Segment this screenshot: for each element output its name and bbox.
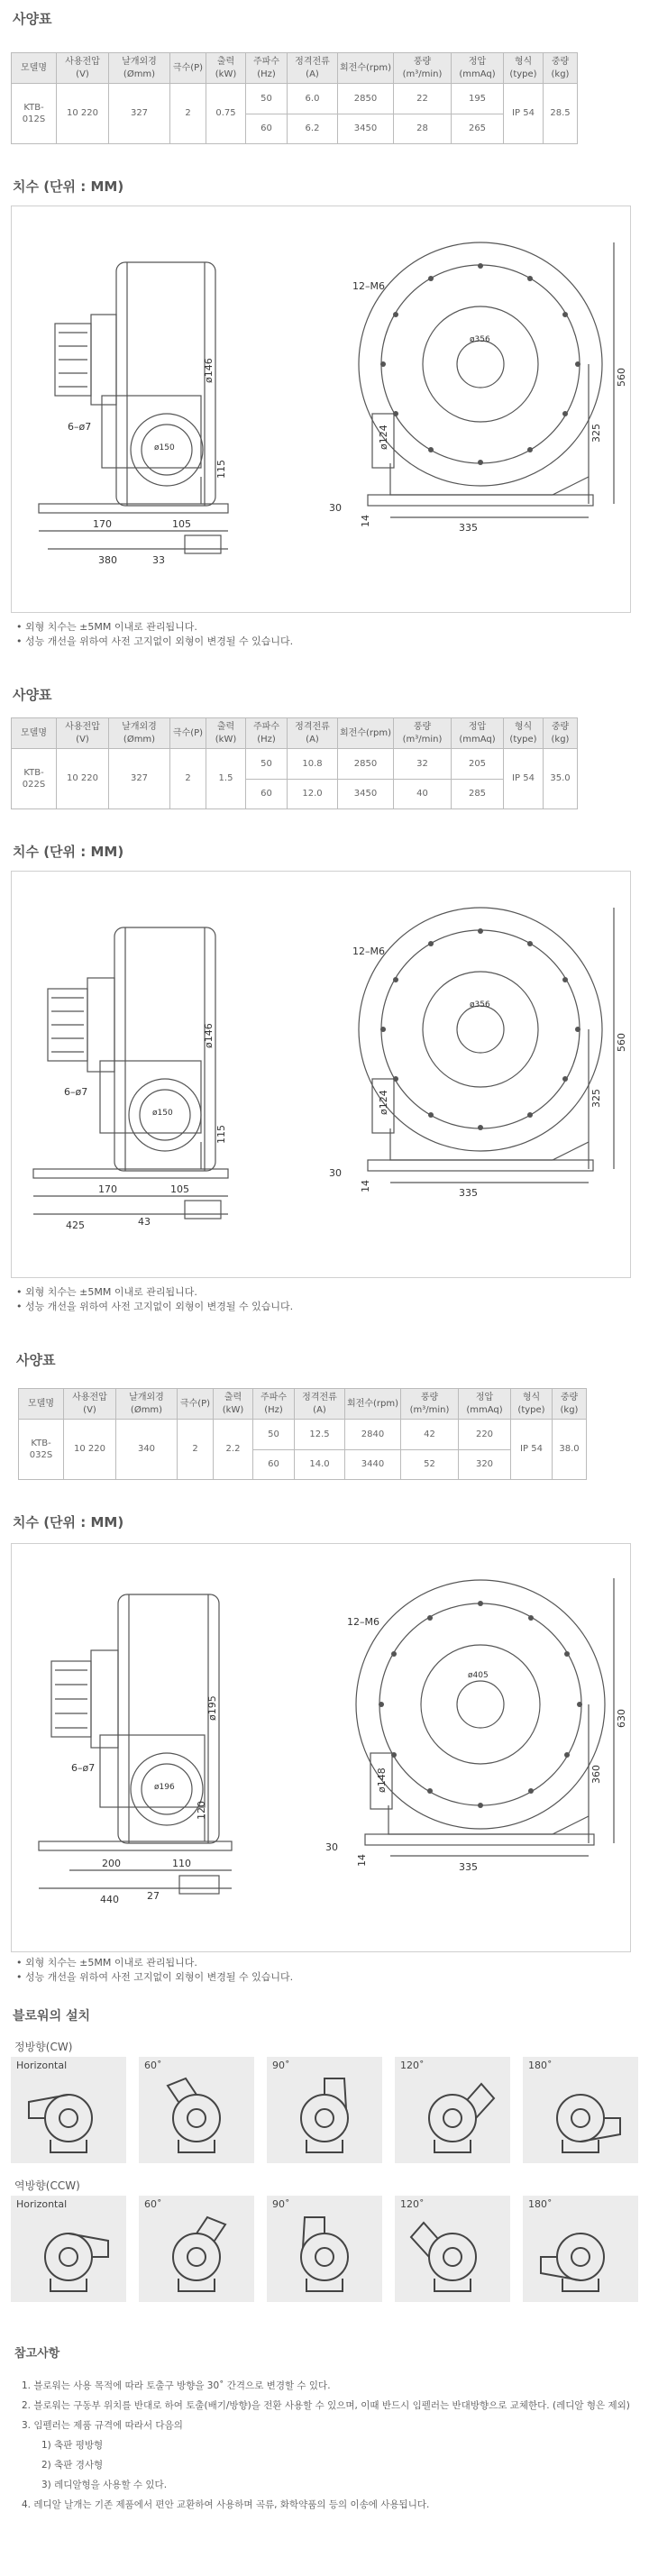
cell-amp: 12.5 <box>295 1420 345 1450</box>
blower-orientation-icon <box>23 2214 114 2295</box>
cell-amp: 10.8 <box>288 749 338 780</box>
angle-label: 90˚ <box>272 2060 290 2071</box>
dim-h14: 14 <box>360 1180 371 1192</box>
reference-list <box>22 2376 635 2515</box>
angle-label: 180˚ <box>528 2198 553 2210</box>
dim-w335: 335 <box>459 1861 478 1873</box>
install-ccw-180 <box>523 2196 638 2302</box>
blower-drawing <box>12 206 632 614</box>
spec-row <box>12 749 578 780</box>
dim-h325: 325 <box>590 424 602 443</box>
blower-orientation-icon <box>535 2214 626 2295</box>
dim-h14: 14 <box>356 1854 368 1867</box>
dim-w170: 170 <box>93 518 112 530</box>
header-output: 출력(kW) <box>206 718 246 749</box>
dim-bolt: 6–ø7 <box>64 1086 88 1098</box>
header-weight: 중량(kg) <box>544 53 578 84</box>
spec-title-2: 사양표 <box>13 687 52 703</box>
dim-w30: 30 <box>329 502 342 514</box>
spec-row <box>19 1420 587 1450</box>
reference-item: 4. 레디알 날개는 기존 제품에서 편안 교환하여 사용하며 곡류, 화학약품의 등의 이송에 사용됩니다. <box>22 2499 430 2510</box>
cell-type: IP 54 <box>504 84 544 144</box>
cell-pressure: 195 <box>452 84 504 114</box>
cell-pressure: 220 <box>459 1420 511 1450</box>
header-voltage: 사용전압(V) <box>64 1389 116 1420</box>
cell-voltage: 10 220 <box>57 749 109 809</box>
cell-model: KTB-022S <box>12 749 57 809</box>
cell-rpm: 2850 <box>338 749 394 780</box>
header-blade: 날개외경(Ømm) <box>109 53 170 84</box>
dim-w30: 30 <box>325 1841 338 1853</box>
install-ccw-horizontal <box>11 2196 126 2302</box>
reference-title: 참고사항 <box>14 2347 60 2361</box>
note-tolerance: • 외형 치수는 ±5MM 이내로 관리됩니다. <box>16 1285 293 1300</box>
install-cw-90 <box>267 2057 382 2163</box>
cell-hz: 50 <box>246 749 288 780</box>
cell-voltage: 10 220 <box>57 84 109 144</box>
reference-subitem: 3) 레디알형을 사용할 수 있다. <box>41 2480 168 2490</box>
header-amp: 정격전류(A) <box>288 718 338 749</box>
dim-d124: ø124 <box>378 1090 389 1115</box>
spec-table-2 <box>11 717 578 809</box>
cell-amp: 6.0 <box>288 84 338 114</box>
header-type: 형식(type) <box>511 1389 553 1420</box>
header-pressure: 정압(mmAq) <box>459 1389 511 1420</box>
header-output: 출력(kW) <box>206 53 246 84</box>
header-hz: 주파수(Hz) <box>253 1389 295 1420</box>
dim-m6: 12–M6 <box>352 280 385 292</box>
cell-pressure: 285 <box>452 779 504 809</box>
blower-orientation-icon <box>407 2214 498 2295</box>
cell-model: KTB-032S <box>19 1420 64 1480</box>
cell-output: 2.2 <box>214 1420 253 1480</box>
dim-flange: ø150 <box>154 443 175 452</box>
dim-w105: 110 <box>172 1858 191 1869</box>
install-row-cw <box>11 2057 638 2165</box>
cell-flow: 52 <box>401 1449 459 1480</box>
dim-total: 440 <box>100 1894 119 1905</box>
cell-output: 1.5 <box>206 749 246 809</box>
cell-poles: 2 <box>170 84 206 144</box>
note-tolerance: • 외형 치수는 ±5MM 이내로 관리됩니다. <box>16 620 293 635</box>
spec-header-row <box>12 718 578 749</box>
cell-rpm: 3450 <box>338 779 394 809</box>
blower-drawing <box>12 1544 632 1953</box>
reference-subitem: 2) 축판 경사형 <box>41 2460 104 2471</box>
reference-item: 2. 블로워는 구동부 위치를 반대로 하여 토출(배기/방향)을 전환 사용할 수 있으며, 이때 반드시 임펠러는 반대방향으로 교체한다. (레디알 형은 제외) <box>22 2400 630 2411</box>
dim-flange: ø196 <box>154 1783 175 1792</box>
notes-2 <box>16 1285 293 1314</box>
cell-rpm: 2850 <box>338 84 394 114</box>
cell-amp: 14.0 <box>295 1449 345 1480</box>
header-poles: 극수(P) <box>170 53 206 84</box>
dim-w33: 43 <box>138 1216 151 1228</box>
cell-blade: 327 <box>109 84 170 144</box>
dim-title-1: 치수 (단위 : MM) <box>13 178 124 195</box>
blower-orientation-icon <box>151 2214 242 2295</box>
cell-rpm: 2840 <box>345 1420 401 1450</box>
note-change: • 성능 개선을 위하여 사전 고지없이 외형이 변경될 수 있습니다. <box>16 635 293 649</box>
cell-flow: 40 <box>394 779 452 809</box>
cell-rpm: 3440 <box>345 1449 401 1480</box>
dim-w33: 33 <box>152 554 165 566</box>
dim-m6: 12–M6 <box>352 945 385 957</box>
cell-amp: 12.0 <box>288 779 338 809</box>
header-weight: 중량(kg) <box>553 1389 587 1420</box>
header-flow: 풍량(m³/min) <box>394 718 452 749</box>
ccw-label: 역방향(CCW) <box>14 2179 80 2192</box>
angle-label: 90˚ <box>272 2198 290 2210</box>
blower-orientation-icon <box>407 2075 498 2156</box>
cell-weight: 38.0 <box>553 1420 587 1480</box>
reference-subitem: 1) 축판 평방형 <box>41 2440 104 2451</box>
angle-label: 60˚ <box>144 2198 162 2210</box>
cell-pressure: 265 <box>452 114 504 144</box>
dim-w335: 335 <box>459 522 478 534</box>
blower-orientation-icon <box>279 2075 370 2156</box>
dim-h560: 560 <box>616 1033 627 1052</box>
header-output: 출력(kW) <box>214 1389 253 1420</box>
dim-d-hole: ø146 <box>203 1023 215 1048</box>
cell-flow: 32 <box>394 749 452 780</box>
reference-item: 1. 블로워는 사용 목적에 따라 토출구 방향을 30˚ 간격으로 변경할 수 있다. <box>22 2380 331 2391</box>
dim-w335: 335 <box>459 1187 478 1199</box>
dim-w170: 170 <box>98 1183 117 1195</box>
angle-label: Horizontal <box>16 2198 68 2210</box>
cell-flow: 22 <box>394 84 452 114</box>
spec-title-3: 사양표 <box>16 1352 56 1368</box>
dim-h560: 630 <box>616 1709 627 1728</box>
cell-rpm: 3450 <box>338 114 394 144</box>
blower-orientation-icon <box>23 2075 114 2156</box>
header-poles: 극수(P) <box>178 1389 214 1420</box>
dim-h325: 325 <box>590 1089 602 1108</box>
note-tolerance: • 외형 치수는 ±5MM 이내로 관리됩니다. <box>16 1956 293 1970</box>
install-title: 블로워의 설치 <box>13 2009 91 2023</box>
header-pressure: 정압(mmAq) <box>452 718 504 749</box>
dim-h115: 115 <box>215 460 227 479</box>
header-model: 모델명 <box>12 718 57 749</box>
cell-type: IP 54 <box>504 749 544 809</box>
install-ccw-90 <box>267 2196 382 2302</box>
header-voltage: 사용전압(V) <box>57 53 109 84</box>
dim-bolt: 6–ø7 <box>68 421 92 433</box>
angle-label: 180˚ <box>528 2060 553 2071</box>
dim-d-outlet: ø405 <box>468 1671 489 1680</box>
cell-type: IP 54 <box>511 1420 553 1480</box>
header-flow: 풍량(m³/min) <box>394 53 452 84</box>
angle-label: Horizontal <box>16 2060 68 2071</box>
dimension-drawing-3 <box>11 1543 631 1952</box>
dim-d-hole: ø195 <box>206 1695 218 1721</box>
cell-flow: 28 <box>394 114 452 144</box>
dim-w105: 105 <box>170 1183 189 1195</box>
dim-d124: ø148 <box>376 1768 388 1793</box>
install-ccw-120 <box>395 2196 510 2302</box>
cell-hz: 50 <box>246 84 288 114</box>
cell-flow: 42 <box>401 1420 459 1450</box>
dim-h325: 360 <box>590 1765 602 1784</box>
cell-model: KTB-012S <box>12 84 57 144</box>
dim-bolt: 6–ø7 <box>71 1762 96 1774</box>
spec-title-1: 사양표 <box>13 11 52 27</box>
header-hz: 주파수(Hz) <box>246 718 288 749</box>
dim-d-outlet: ø356 <box>470 1000 490 1009</box>
cell-hz: 60 <box>253 1449 295 1480</box>
angle-label: 120˚ <box>400 2198 425 2210</box>
notes-3 <box>16 1956 293 1985</box>
dim-h14: 14 <box>360 515 371 527</box>
cell-poles: 2 <box>170 749 206 809</box>
dimension-drawing-2 <box>11 871 631 1278</box>
header-amp: 정격전류(A) <box>295 1389 345 1420</box>
dimension-drawing-1 <box>11 206 631 613</box>
header-type: 형식(type) <box>504 718 544 749</box>
dim-m6: 12–M6 <box>347 1616 379 1628</box>
cw-label: 정방향(CW) <box>14 2041 73 2053</box>
dim-h560: 560 <box>616 368 627 387</box>
spec-header-row <box>12 53 578 84</box>
header-model: 모델명 <box>19 1389 64 1420</box>
dim-w170: 200 <box>102 1858 121 1869</box>
note-change: • 성능 개선을 위하여 사전 고지없이 외형이 변경될 수 있습니다. <box>16 1300 293 1314</box>
header-rpm: 회전수(rpm) <box>345 1389 401 1420</box>
dim-d-outlet: ø356 <box>470 335 490 344</box>
cell-blade: 327 <box>109 749 170 809</box>
header-poles: 극수(P) <box>170 718 206 749</box>
dim-title-2: 치수 (단위 : MM) <box>13 844 124 860</box>
install-cw-horizontal <box>11 2057 126 2163</box>
header-amp: 정격전류(A) <box>288 53 338 84</box>
angle-label: 60˚ <box>144 2060 162 2071</box>
install-row-ccw <box>11 2196 638 2304</box>
dim-flange: ø150 <box>152 1109 173 1118</box>
spec-table-1 <box>11 52 578 144</box>
blower-orientation-icon <box>151 2075 242 2156</box>
dim-w33: 27 <box>147 1890 160 1902</box>
cell-poles: 2 <box>178 1420 214 1480</box>
dim-d124: ø124 <box>378 425 389 450</box>
cell-blade: 340 <box>116 1420 178 1480</box>
cell-pressure: 320 <box>459 1449 511 1480</box>
header-pressure: 정압(mmAq) <box>452 53 504 84</box>
cell-hz: 60 <box>246 114 288 144</box>
blower-orientation-icon <box>535 2075 626 2156</box>
cell-weight: 35.0 <box>544 749 578 809</box>
cell-amp: 6.2 <box>288 114 338 144</box>
dim-title-3: 치수 (단위 : MM) <box>13 1514 124 1530</box>
spec-table-3 <box>18 1388 587 1480</box>
install-cw-180 <box>523 2057 638 2163</box>
cell-pressure: 205 <box>452 749 504 780</box>
cell-weight: 28.5 <box>544 84 578 144</box>
dim-total: 425 <box>66 1219 85 1231</box>
note-change: • 성능 개선을 위하여 사전 고지없이 외형이 변경될 수 있습니다. <box>16 1970 293 1985</box>
dim-d-hole: ø146 <box>203 358 215 383</box>
dim-w30: 30 <box>329 1167 342 1179</box>
dim-h115: 120 <box>196 1801 207 1820</box>
spec-row <box>12 84 578 114</box>
blower-orientation-icon <box>279 2214 370 2295</box>
dim-w105: 105 <box>172 518 191 530</box>
reference-item: 3. 임펠러는 제품 규격에 따라서 다음의 <box>22 2420 183 2431</box>
dim-h115: 115 <box>215 1125 227 1144</box>
blower-drawing <box>12 872 632 1279</box>
cell-hz: 50 <box>253 1420 295 1450</box>
cell-voltage: 10 220 <box>64 1420 116 1480</box>
header-rpm: 회전수(rpm) <box>338 718 394 749</box>
header-type: 형식(type) <box>504 53 544 84</box>
dim-total: 380 <box>98 554 117 566</box>
header-flow: 풍량(m³/min) <box>401 1389 459 1420</box>
header-model: 모델명 <box>12 53 57 84</box>
angle-label: 120˚ <box>400 2060 425 2071</box>
header-blade: 날개외경(Ømm) <box>109 718 170 749</box>
header-voltage: 사용전압(V) <box>57 718 109 749</box>
spec-header-row <box>19 1389 587 1420</box>
cell-output: 0.75 <box>206 84 246 144</box>
install-ccw-60 <box>139 2196 254 2302</box>
cell-hz: 60 <box>246 779 288 809</box>
install-cw-60 <box>139 2057 254 2163</box>
header-blade: 날개외경(Ømm) <box>116 1389 178 1420</box>
header-rpm: 회전수(rpm) <box>338 53 394 84</box>
header-weight: 중량(kg) <box>544 718 578 749</box>
install-cw-120 <box>395 2057 510 2163</box>
notes-1 <box>16 620 293 649</box>
header-hz: 주파수(Hz) <box>246 53 288 84</box>
